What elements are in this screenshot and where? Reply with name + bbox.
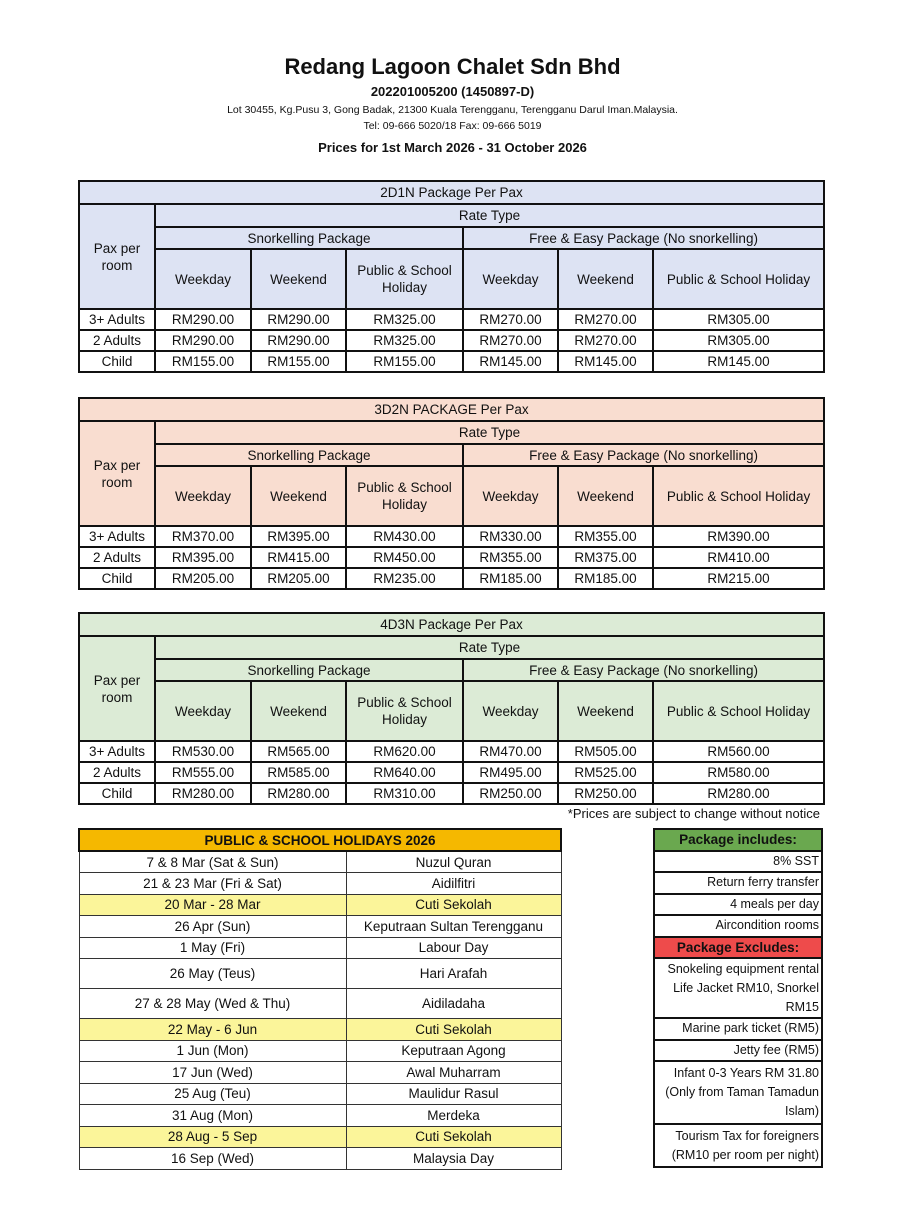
col-weekday: Weekday bbox=[463, 466, 558, 526]
price-cell: RM370.00 bbox=[155, 526, 251, 547]
school-holiday-row bbox=[79, 1126, 561, 1148]
pax-per-room-header: Pax per room bbox=[79, 636, 155, 741]
price-cell: RM280.00 bbox=[653, 783, 824, 804]
price-cell: RM270.00 bbox=[463, 330, 558, 351]
holiday-name: Keputraan Sultan Terengganu bbox=[346, 916, 561, 938]
rate-table-4d3n bbox=[78, 612, 825, 805]
holiday-name: Malaysia Day bbox=[346, 1148, 561, 1170]
col-weekend: Weekend bbox=[558, 466, 653, 526]
holiday-row bbox=[79, 937, 561, 959]
holiday-date: 26 May (Teus) bbox=[79, 959, 346, 989]
price-cell: RM640.00 bbox=[346, 762, 463, 783]
snorkelling-header: Snorkelling Package bbox=[155, 444, 463, 466]
table-row bbox=[79, 568, 824, 589]
price-validity: Prices for 1st March 2026 - 31 October 2026 bbox=[318, 140, 587, 155]
price-cell: RM530.00 bbox=[155, 741, 251, 762]
holiday-row bbox=[79, 1040, 561, 1062]
holiday-name: Merdeka bbox=[346, 1105, 561, 1127]
price-cell: RM375.00 bbox=[558, 547, 653, 568]
holiday-date: 27 & 28 May (Wed & Thu) bbox=[79, 989, 346, 1019]
col-holiday: Public & School Holiday bbox=[346, 681, 463, 741]
col-weekend: Weekend bbox=[251, 681, 346, 741]
holiday-row bbox=[79, 873, 561, 895]
price-cell: RM585.00 bbox=[251, 762, 346, 783]
holiday-date: 16 Sep (Wed) bbox=[79, 1148, 346, 1170]
excludes-title: Package Excludes: bbox=[654, 937, 822, 959]
holidays-table bbox=[78, 828, 562, 1170]
table-row bbox=[79, 330, 824, 351]
holiday-date: 20 Mar - 28 Mar bbox=[79, 894, 346, 916]
price-cell: RM555.00 bbox=[155, 762, 251, 783]
price-cell: RM310.00 bbox=[346, 783, 463, 804]
holiday-name: Cuti Sekolah bbox=[346, 1126, 561, 1148]
price-cell: RM280.00 bbox=[251, 783, 346, 804]
price-cell: RM565.00 bbox=[251, 741, 346, 762]
price-cell: RM270.00 bbox=[558, 309, 653, 330]
holiday-row bbox=[79, 959, 561, 989]
rate-table-3d2n bbox=[78, 397, 825, 590]
exclude-item: Infant 0-3 Years RM 31.80 (Only from Taman Tamadun Islam) bbox=[654, 1061, 822, 1124]
price-cell: RM290.00 bbox=[251, 309, 346, 330]
pax-cell: 3+ Adults bbox=[79, 309, 155, 330]
company-address: Lot 30455, Kg.Pusu 3, Gong Badak, 21300 Kuala Terengganu, Terengganu Darul Iman.Malaysia. bbox=[227, 104, 678, 116]
pax-cell: 2 Adults bbox=[79, 762, 155, 783]
holiday-name: Awal Muharram bbox=[346, 1062, 561, 1084]
holiday-name: Keputraan Agong bbox=[346, 1040, 561, 1062]
holiday-name: Labour Day bbox=[346, 937, 561, 959]
package-title: 3D2N PACKAGE Per Pax bbox=[79, 398, 824, 421]
price-cell: RM250.00 bbox=[463, 783, 558, 804]
exclude-item: Tourism Tax for foreigners (RM10 per room per night) bbox=[654, 1124, 822, 1167]
holiday-name: Cuti Sekolah bbox=[346, 894, 561, 916]
holiday-row bbox=[79, 1105, 561, 1127]
package-title: 2D1N Package Per Pax bbox=[79, 181, 824, 204]
table-row bbox=[79, 351, 824, 372]
include-item: Return ferry transfer bbox=[654, 872, 822, 894]
free-easy-header: Free & Easy Package (No snorkelling) bbox=[463, 227, 824, 249]
holiday-row bbox=[79, 916, 561, 938]
rate-type-header: Rate Type bbox=[155, 636, 824, 659]
rate-table-2d1n bbox=[78, 180, 825, 373]
holiday-date: 21 & 23 Mar (Fri & Sat) bbox=[79, 873, 346, 895]
holiday-name: Maulidur Rasul bbox=[346, 1083, 561, 1105]
pax-cell: 3+ Adults bbox=[79, 526, 155, 547]
holiday-name: Aidiladaha bbox=[346, 989, 561, 1019]
col-weekend: Weekend bbox=[251, 249, 346, 309]
free-easy-header: Free & Easy Package (No snorkelling) bbox=[463, 659, 824, 681]
col-weekday: Weekday bbox=[463, 681, 558, 741]
school-holiday-row bbox=[79, 1019, 561, 1041]
holiday-date: 1 Jun (Mon) bbox=[79, 1040, 346, 1062]
price-cell: RM620.00 bbox=[346, 741, 463, 762]
price-cell: RM525.00 bbox=[558, 762, 653, 783]
holiday-date: 31 Aug (Mon) bbox=[79, 1105, 346, 1127]
table-row bbox=[79, 309, 824, 330]
price-cell: RM325.00 bbox=[346, 330, 463, 351]
company-contact: Tel: 09-666 5020/18 Fax: 09-666 5019 bbox=[363, 120, 542, 132]
holiday-name: Nuzul Quran bbox=[346, 851, 561, 873]
price-cell: RM355.00 bbox=[558, 526, 653, 547]
company-name: Redang Lagoon Chalet Sdn Bhd bbox=[284, 54, 621, 79]
col-holiday: Public & School Holiday bbox=[653, 466, 824, 526]
holiday-name: Cuti Sekolah bbox=[346, 1019, 561, 1041]
price-cell: RM290.00 bbox=[155, 330, 251, 351]
col-weekday: Weekday bbox=[155, 466, 251, 526]
price-cell: RM270.00 bbox=[558, 330, 653, 351]
price-cell: RM395.00 bbox=[251, 526, 346, 547]
pax-cell: 3+ Adults bbox=[79, 741, 155, 762]
holiday-date: 28 Aug - 5 Sep bbox=[79, 1126, 346, 1148]
col-weekend: Weekend bbox=[251, 466, 346, 526]
pax-cell: Child bbox=[79, 568, 155, 589]
price-cell: RM145.00 bbox=[463, 351, 558, 372]
price-cell: RM155.00 bbox=[346, 351, 463, 372]
price-cell: RM145.00 bbox=[558, 351, 653, 372]
snorkelling-header: Snorkelling Package bbox=[155, 227, 463, 249]
package-title: 4D3N Package Per Pax bbox=[79, 613, 824, 636]
price-cell: RM205.00 bbox=[155, 568, 251, 589]
holiday-date: 22 May - 6 Jun bbox=[79, 1019, 346, 1041]
holidays-title: PUBLIC & SCHOOL HOLIDAYS 2026 bbox=[79, 829, 561, 851]
price-cell: RM470.00 bbox=[463, 741, 558, 762]
free-easy-header: Free & Easy Package (No snorkelling) bbox=[463, 444, 824, 466]
exclude-item: Jetty fee (RM5) bbox=[654, 1040, 822, 1062]
package-inclusions-table bbox=[653, 828, 823, 1168]
col-holiday: Public & School Holiday bbox=[653, 249, 824, 309]
holiday-name: Aidilfitri bbox=[346, 873, 561, 895]
price-cell: RM155.00 bbox=[251, 351, 346, 372]
pax-cell: 2 Adults bbox=[79, 330, 155, 351]
col-weekday: Weekday bbox=[463, 249, 558, 309]
document-header bbox=[0, 52, 905, 160]
col-holiday: Public & School Holiday bbox=[346, 466, 463, 526]
price-cell: RM145.00 bbox=[653, 351, 824, 372]
price-cell: RM185.00 bbox=[463, 568, 558, 589]
price-cell: RM330.00 bbox=[463, 526, 558, 547]
holiday-date: 1 May (Fri) bbox=[79, 937, 346, 959]
holiday-date: 26 Apr (Sun) bbox=[79, 916, 346, 938]
price-cell: RM450.00 bbox=[346, 547, 463, 568]
include-item: 8% SST bbox=[654, 851, 822, 873]
price-cell: RM155.00 bbox=[155, 351, 251, 372]
holiday-row bbox=[79, 1148, 561, 1170]
table-row bbox=[79, 783, 824, 804]
price-cell: RM580.00 bbox=[653, 762, 824, 783]
pax-per-room-header: Pax per room bbox=[79, 204, 155, 309]
col-weekday: Weekday bbox=[155, 681, 251, 741]
price-cell: RM250.00 bbox=[558, 783, 653, 804]
holiday-row bbox=[79, 851, 561, 873]
price-cell: RM270.00 bbox=[463, 309, 558, 330]
include-item: 4 meals per day bbox=[654, 894, 822, 916]
holiday-name: Hari Arafah bbox=[346, 959, 561, 989]
price-cell: RM505.00 bbox=[558, 741, 653, 762]
price-cell: RM560.00 bbox=[653, 741, 824, 762]
pax-cell: 2 Adults bbox=[79, 547, 155, 568]
price-cell: RM355.00 bbox=[463, 547, 558, 568]
table-row bbox=[79, 526, 824, 547]
price-cell: RM290.00 bbox=[251, 330, 346, 351]
exclude-item: Snokeling equipment rental Life Jacket RM10, Snorkel RM15 bbox=[654, 958, 822, 1018]
price-cell: RM290.00 bbox=[155, 309, 251, 330]
holiday-row bbox=[79, 1083, 561, 1105]
snorkelling-header: Snorkelling Package bbox=[155, 659, 463, 681]
pax-cell: Child bbox=[79, 783, 155, 804]
price-cell: RM325.00 bbox=[346, 309, 463, 330]
price-cell: RM410.00 bbox=[653, 547, 824, 568]
price-cell: RM185.00 bbox=[558, 568, 653, 589]
price-cell: RM305.00 bbox=[653, 309, 824, 330]
registration-number: 202201005200 (1450897-D) bbox=[370, 84, 535, 99]
table-row bbox=[79, 741, 824, 762]
pax-cell: Child bbox=[79, 351, 155, 372]
table-row bbox=[79, 547, 824, 568]
includes-title: Package includes: bbox=[654, 829, 822, 851]
col-weekend: Weekend bbox=[558, 681, 653, 741]
rate-type-header: Rate Type bbox=[155, 204, 824, 227]
table-row bbox=[79, 762, 824, 783]
exclude-item: Marine park ticket (RM5) bbox=[654, 1018, 822, 1040]
price-cell: RM280.00 bbox=[155, 783, 251, 804]
rate-type-header: Rate Type bbox=[155, 421, 824, 444]
include-item: Aircondition rooms bbox=[654, 915, 822, 937]
price-cell: RM205.00 bbox=[251, 568, 346, 589]
col-holiday: Public & School Holiday bbox=[653, 681, 824, 741]
col-weekend: Weekend bbox=[558, 249, 653, 309]
price-cell: RM430.00 bbox=[346, 526, 463, 547]
holiday-row bbox=[79, 989, 561, 1019]
price-cell: RM415.00 bbox=[251, 547, 346, 568]
holiday-date: 17 Jun (Wed) bbox=[79, 1062, 346, 1084]
col-weekday: Weekday bbox=[155, 249, 251, 309]
price-cell: RM495.00 bbox=[463, 762, 558, 783]
pax-per-room-header: Pax per room bbox=[79, 421, 155, 526]
price-cell: RM390.00 bbox=[653, 526, 824, 547]
price-cell: RM395.00 bbox=[155, 547, 251, 568]
holiday-date: 25 Aug (Teu) bbox=[79, 1083, 346, 1105]
col-holiday: Public & School Holiday bbox=[346, 249, 463, 309]
price-cell: RM305.00 bbox=[653, 330, 824, 351]
price-disclaimer: *Prices are subject to change without notice bbox=[567, 806, 820, 821]
holiday-date: 7 & 8 Mar (Sat & Sun) bbox=[79, 851, 346, 873]
price-cell: RM215.00 bbox=[653, 568, 824, 589]
holiday-row bbox=[79, 1062, 561, 1084]
school-holiday-row bbox=[79, 894, 561, 916]
price-cell: RM235.00 bbox=[346, 568, 463, 589]
